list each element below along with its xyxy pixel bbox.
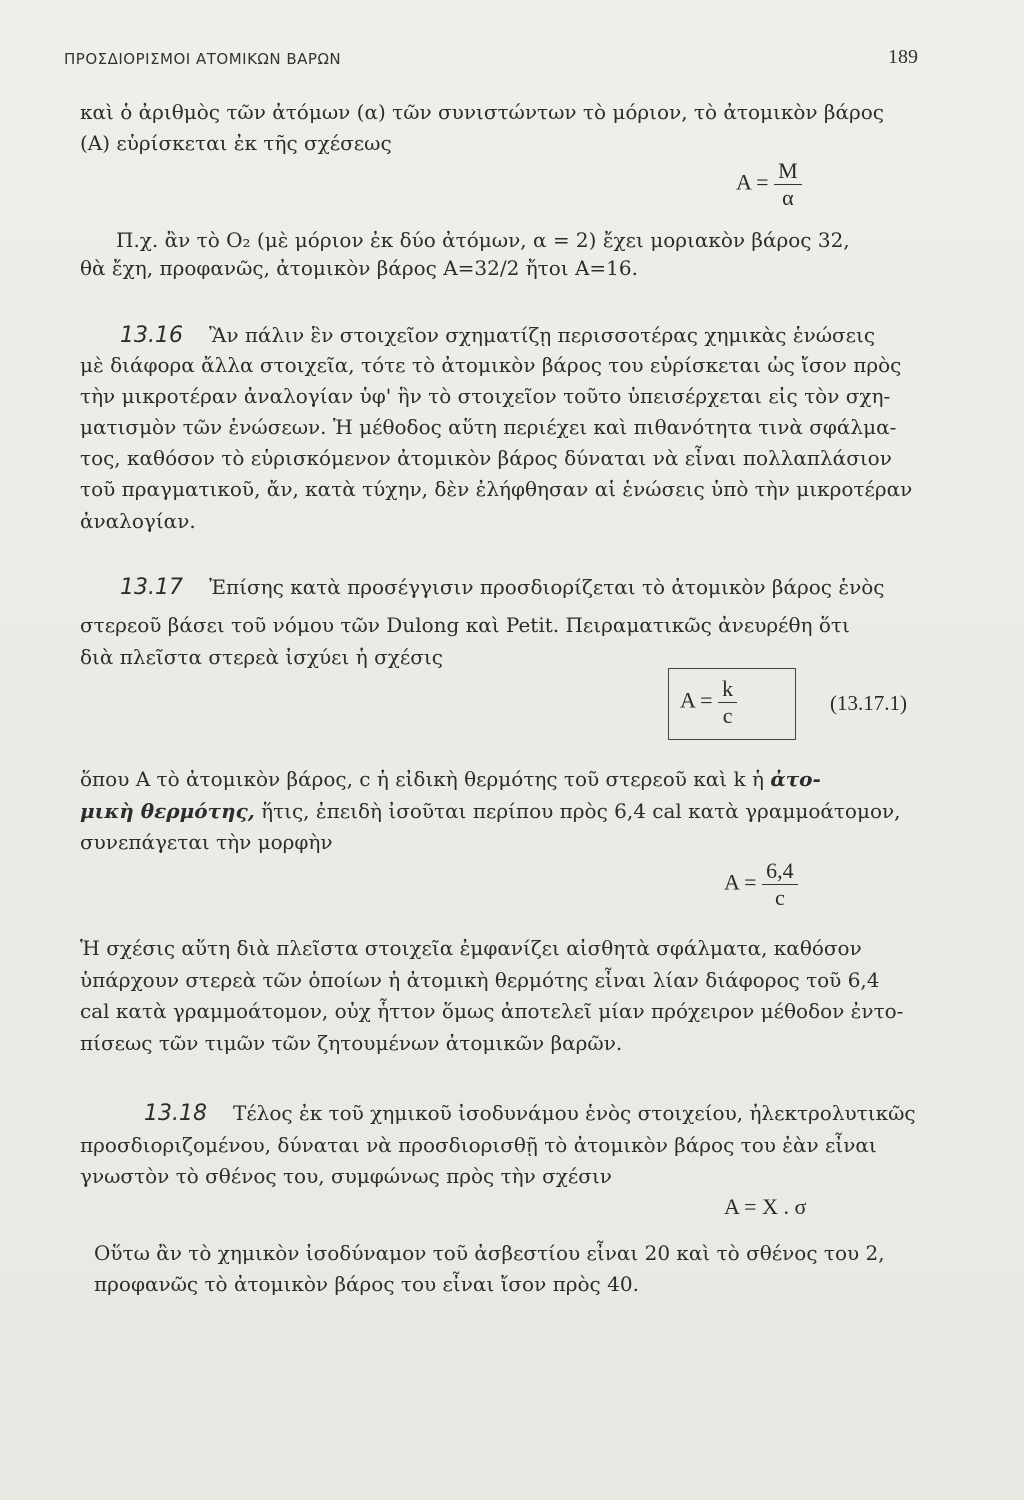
body-line: (Α) εὑρίσκεται ἐκ τῆς σχέσεως [80, 131, 392, 155]
body-line: Οὕτω ἂν τὸ χημικὸν ἰσοδύναμον τοῦ ἀσβεστίου εἶναι 20 καὶ τὸ σθένος του 2, [94, 1241, 885, 1265]
fraction [718, 676, 737, 729]
body-text: ὅπου Α τὸ ἀτομικὸν βάρος, c ἡ εἰδικὴ θερμότης τοῦ στερεοῦ καὶ k ἡ [80, 767, 764, 791]
body-line: cal κατὰ γραμμοάτομον, οὐχ ἧττον ὅμως ἀποτελεῖ μίαν πρόχειρον μέθοδον ἐντο- [80, 999, 904, 1023]
body-line: Π.χ. ἂν τὸ O₂ (μὲ μόριον ἐκ δύο ἀτόμων, α = 2) ἔχει μοριακὸν βάρος 32, [116, 228, 850, 252]
body-line: Ἡ σχέσις αὕτη διὰ πλεῖστα στοιχεῖα ἐμφανίζει αἰσθητὰ σφάλματα, καθόσον [80, 936, 862, 960]
section-number: 13.18 [144, 1101, 207, 1126]
boxed-formula-a-equals-k-over-c [680, 676, 737, 729]
body-line: τοῦ πραγματικοῦ, ἄν, κατὰ τύχην, δὲν ἐλήφθησαν αἱ ἑνώσεις ὑπὸ τὴν μικροτέραν [80, 477, 913, 501]
formula-lhs: A = [680, 687, 713, 713]
emphasized-term: ἀτο- [770, 767, 821, 791]
body-line [80, 766, 821, 792]
running-head-title: ΠΡΟΣΔΙΟΡΙΣΜΟΙ ΑΤΟΜΙΚΩΝ ΒΑΡΩΝ [64, 50, 342, 68]
body-line [80, 798, 901, 824]
body-text: ἥτις, ἐπειδὴ ἰσοῦται περίπου πρὸς 6,4 cal κατὰ γραμμοάτομον, [261, 799, 901, 823]
body-line: μὲ διάφορα ἄλλα στοιχεῖα, τότε τὸ ἀτομικὸν βάρος του εὑρίσκεται ὡς ἴσον πρὸς [80, 353, 902, 377]
page-number: 189 [888, 46, 918, 68]
fraction-denominator: c [722, 703, 733, 728]
body-line: θὰ ἔχη, προφανῶς, ἀτομικὸν βάρος Α=32/2 ἤτοι Α=16. [80, 256, 638, 280]
body-line: πίσεως τῶν τιμῶν τῶν ζητουμένων ἀτομικῶν βαρῶν. [80, 1031, 623, 1055]
fraction-denominator: c [774, 885, 785, 910]
section-13-17-first-line [120, 574, 885, 601]
body-line: προσδιοριζομένου, δύναται νὰ προσδιορισθῇ τὸ ἀτομικὸν βάρος του ἐὰν εἶναι [80, 1133, 877, 1157]
section-13-18-first-line [144, 1100, 916, 1127]
section-number: 13.17 [120, 575, 183, 600]
formula-lhs: A = [736, 169, 769, 195]
body-line: συνεπάγεται τὴν μορφὴν [80, 830, 333, 854]
fraction-numerator: M [774, 158, 802, 185]
emphasized-term: μικὴ θερμότης, [80, 799, 255, 823]
body-line: καὶ ὁ ἀριθμὸς τῶν ἀτόμων (α) τῶν συνιστώντων τὸ μόριον, τὸ ἀτομικὸν βάρος [80, 100, 884, 124]
body-line: προφανῶς τὸ ἀτομικὸν βάρος του εἶναι ἴσον πρὸς 40. [94, 1272, 639, 1296]
body-line: ὑπάρχουν στερεὰ τῶν ὁποίων ἡ ἀτομικὴ θερμότης εἶναι λίαν διάφορος τοῦ 6,4 [80, 968, 880, 992]
fraction [774, 158, 802, 211]
fraction [762, 858, 798, 911]
body-text: Ἂν πάλιν ἓν στοιχεῖον σχηματίζῃ περισσοτέρας χημικὰς ἑνώσεις [208, 323, 876, 347]
body-text: Ἐπίσης κατὰ προσέγγισιν προσδιορίζεται τὸ ἀτομικὸν βάρος ἑνὸς [208, 575, 885, 599]
body-line: στερεοῦ βάσει τοῦ νόμου τῶν Dulong καὶ Petit. Πειραματικῶς ἀνευρέθη ὅτι [80, 613, 850, 637]
body-line: γνωστὸν τὸ σθένος του, συμφώνως πρὸς τὴν σχέσιν [80, 1164, 612, 1188]
body-line: τὴν μικροτέραν ἀναλογίαν ὑφ' ἣν τὸ στοιχεῖον τοῦτο ὑπεισέρχεται εἰς τὸν σχη- [80, 384, 891, 408]
body-line: τος, καθόσον τὸ εὑρισκόμενον ἀτομικὸν βάρος δύναται νὰ εἶναι πολλαπλάσιον [80, 446, 892, 470]
fraction-numerator: k [718, 676, 737, 703]
section-13-16-first-line [120, 322, 875, 349]
body-line: διὰ πλεῖστα στερεὰ ἰσχύει ἡ σχέσις [80, 645, 443, 669]
fraction-denominator: α [782, 185, 794, 210]
formula-a-equals-6-4-over-c [724, 858, 798, 911]
formula-a-equals-m-over-alpha [736, 158, 802, 211]
formula-a-equals-x-sigma: A = X . σ [724, 1194, 807, 1219]
equation-number: (13.17.1) [830, 691, 907, 715]
body-line: ματισμὸν τῶν ἑνώσεων. Ἡ μέθοδος αὕτη περιέχει καὶ πιθανότητα τινὰ σφάλμα- [80, 415, 897, 439]
formula-lhs: A = [724, 869, 757, 895]
fraction-numerator: 6,4 [762, 858, 798, 885]
body-line: ἀναλογίαν. [80, 509, 196, 533]
section-number: 13.16 [120, 323, 183, 348]
body-text: Τέλος ἐκ τοῦ χημικοῦ ἰσοδυνάμου ἑνὸς στοιχείου, ἠλεκτρολυτικῶς [232, 1101, 916, 1125]
